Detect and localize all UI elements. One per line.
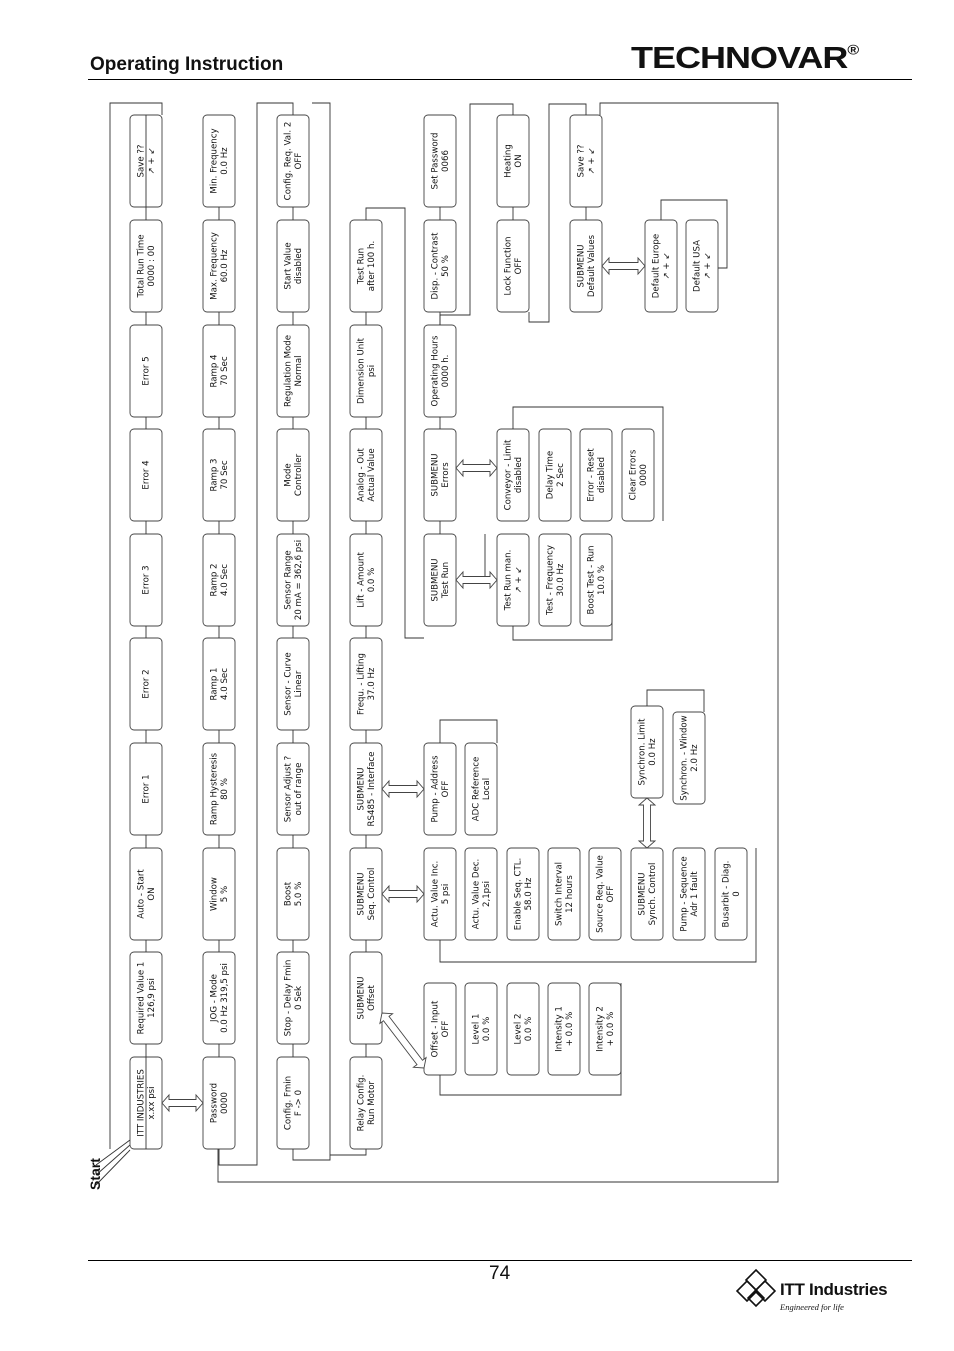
menu-box-text: Pump - Sequence [679,856,690,932]
menu-box-text: Save ?? [576,144,587,178]
menu-box-text: Error 1 [141,774,152,804]
menu-box-text: ↗ + ↙ [702,252,713,280]
seq-submenu-box-4 [548,848,580,940]
menu-box-text: 0.0 Hz 319,5 psi [219,963,230,1033]
menu-box-text: Test Run [356,247,367,285]
menu-box-row3-3 [277,848,309,940]
menu-box-text: Test Run man. [503,549,514,611]
menu-box-row5-5 [424,115,456,207]
menu-box-row2-2 [203,952,235,1044]
menu-box-text: Error 4 [141,460,152,490]
menu-box-text: + 0.0 % [564,1011,575,1047]
seq-submenu-box-2 [465,848,497,940]
seq-submenu-box-5 [589,848,621,940]
menu-box-text: Test Run [440,561,451,599]
menu-box-text: Level 2 [513,1013,524,1045]
menu-box-text: 0.0 % [523,1016,534,1042]
menu-box-text: ↗ + ↙ [513,566,524,594]
menu-box-text: 60.0 Hz [219,249,230,283]
testrun-submenu-box-1 [497,534,529,626]
page-title: Operating Instruction [90,54,284,75]
menu-box-row1-9 [130,220,162,312]
itt-logo-icon [736,1268,776,1308]
menu-box-row5-3 [424,325,456,417]
company-name: ITT Industries [780,1280,888,1299]
menu-box-text: Ramp 2 [209,563,220,597]
menu-box-row2-8 [203,325,235,417]
menu-box-text: 0000 : 00 [146,245,157,287]
menu-box-text: SUBMENU [430,558,441,602]
menu-box-text: Boost [283,881,294,907]
menu-box-text: OFF [440,780,451,798]
arrow-shape [382,886,424,902]
menu-box-text: 2.0 Hz [689,744,700,772]
brand-registered-mark: ® [847,43,859,58]
menu-box-row6-1 [497,220,529,312]
menu-box-row2-6 [203,534,235,626]
menu-box-row4-4 [350,743,382,835]
double-arrow-icon [382,886,424,902]
menu-box-text: SUBMENU [576,244,587,288]
menu-box-text: ITT INDUSTRIES [136,1069,147,1137]
menu-box-text: 2,1psi [481,881,492,907]
menu-box-text: Regulation Mode [283,334,294,408]
menu-box-text: Auto - Start [136,869,147,919]
offset-submenu-box-2 [465,983,497,1075]
company-tagline: Engineered for life [780,1302,844,1312]
menu-box-row4-2 [350,952,382,1044]
menu-box-text: Local [481,777,492,801]
menu-box-text: 5.0 % [293,881,304,907]
menu-box-row4-8 [350,325,382,417]
seq-submenu-box-1 [424,848,456,940]
brand-name: TECHNOVAR [631,40,848,75]
menu-box-text: 0.0 % [366,567,377,593]
menu-box-text: Level 1 [471,1013,482,1045]
menu-box-row1-6 [130,534,162,626]
page-number: 74 [489,1263,511,1284]
menu-box-row2-10 [203,115,235,207]
double-arrow-icon [162,1095,203,1111]
menu-box-text: OFF [293,152,304,170]
menu-box-row2-3 [203,848,235,940]
rs485-frame-line [440,720,497,743]
menu-box-text: Error 2 [141,669,152,699]
errors-submenu-box-4 [622,429,654,521]
menu-box-text: Synch. Control [647,862,658,926]
seq-submenu-box-7 [673,848,705,940]
errors-submenu-box-1 [497,429,529,521]
menu-box-text: Sensor - Curve [283,652,294,716]
menu-box-text: Max. Frequency [209,232,220,300]
menu-box-text: 30.0 Hz [555,563,566,597]
menu-box-row2-1 [203,1057,235,1149]
menu-box-text: ON [513,154,524,168]
menu-box-text: Pump - Address [430,755,441,823]
errors-submenu-box-2 [539,429,571,521]
menu-box-text: Min. Frequency [209,128,220,194]
menu-box-text: Ramp Hysteresis [209,752,220,826]
offset-submenu-box-5 [589,983,621,1075]
menu-box-text: Ramp 1 [209,667,220,701]
double-arrow-icon [380,1013,426,1068]
menu-box-text: Ramp 3 [209,458,220,492]
menu-box-text: Ramp 4 [209,354,220,388]
menu-box-text: Synchron. - Window [679,715,690,801]
menu-box-text: Dimension Unit [356,338,367,404]
menu-box-row3-2 [277,952,309,1044]
menu-box-text: Switch Interval [554,861,565,927]
menu-box-text: 0 Sek [293,986,304,1010]
menu-box-text: ↗ + ↙ [661,252,672,280]
menu-box-text: Lock Function [503,236,514,296]
menu-box-row1-3 [130,848,162,940]
menu-box-text: Errors [440,462,451,488]
arrow-shape [382,781,424,797]
menu-box-text: Default USA [692,240,703,292]
menu-box-text: 126,9 psi [146,978,157,1018]
menu-box-row4-1 [350,1057,382,1149]
synch-submenu-box-1 [631,706,663,798]
synch-submenu-box-2 [673,712,705,804]
rs485-submenu-box-1 [424,743,456,835]
menu-box-text: 0000 h. [440,354,451,388]
menu-box-text: Linear [293,670,304,698]
menu-box-row3-7 [277,429,309,521]
menu-box-text: OFF [513,257,524,275]
offset-submenu-box-1 [424,983,456,1075]
menu-box-text: Busarbit - Diag. [721,860,732,928]
menu-box-text: Intensity 1 [554,1006,565,1052]
menu-box-row2-9 [203,220,235,312]
menu-box-row3-1 [277,1057,309,1149]
menu-box-row3-6 [277,534,309,626]
menu-box-text: Offset - Input [430,1000,441,1058]
menu-box-text: Set Password [430,132,441,190]
menu-box-row4-6 [350,534,382,626]
menu-box-text: Error 3 [141,565,152,595]
seq-submenu-box-3 [507,848,539,940]
menu-box-text: ↗ + ↙ [146,147,157,175]
footer-divider [88,1260,912,1261]
menu-box-text: 80 % [219,778,230,800]
menu-box-text: Delay Time [545,450,556,500]
menu-box-text: Analog - Out [356,448,367,502]
menu-box-text: ↗ + ↙ [586,147,597,175]
menu-box-row4-9 [350,220,382,312]
menu-box-row2-5 [203,638,235,730]
menu-box-text: Run Motor [366,1080,377,1126]
menu-box-text: out of range [293,762,304,816]
menu-box-row3-9 [277,220,309,312]
menu-box-text: 10.0 % [596,564,607,596]
menu-box-text: ON [146,887,157,901]
menu-box-text: Start Value [283,242,294,290]
menu-box-text: 0.0 % [481,1016,492,1042]
menu-box-text: SUBMENU [430,453,441,497]
menu-box-text: Frequ. - Lifting [356,653,367,715]
menu-box-text: Conveyor - Limit [503,439,514,511]
menu-box-text: Config. Fmin [283,1075,294,1131]
menu-box-text: 5 % [219,885,230,903]
menu-box-text: RS485 - Interface [366,751,377,827]
double-arrow-icon [456,460,497,476]
menu-box-text: Window [209,877,220,911]
menu-box-text: 50 % [440,255,451,277]
defaults-submenu-box-1 [645,220,677,312]
menu-box-text: Save ?? [136,144,147,178]
double-arrow-icon [639,798,655,848]
double-arrow-icon [602,258,645,274]
testrun-submenu-box-2 [539,534,571,626]
menu-box-text: Boost Test - Run [586,545,597,615]
menu-box-text: Test - Frequency [545,545,556,615]
menu-box-text: Total Run Time [136,234,147,298]
menu-box-row4-3 [350,848,382,940]
menu-box-text: OFF [440,1020,451,1038]
menu-box-text: 0 [731,891,742,897]
menu-box-row7-2 [570,115,602,207]
menu-box-text: JOG - Mode [209,974,220,1022]
menu-box-text: SUBMENU [356,872,367,916]
double-arrow-icon [456,572,497,588]
menu-box-row5-1 [424,534,456,626]
menu-box-text: 37.0 Hz [366,667,377,701]
menu-box-text: disabled [513,456,524,494]
arrow-shape [639,798,655,848]
start-label: Start [87,1158,103,1190]
loop-line-5 [330,1149,366,1155]
menu-box-text: Disp. - Contrast [430,232,441,300]
seq-submenu-box-6 [631,848,663,940]
menu-box-text: Actu. Value Dec. [471,858,482,930]
menu-box-text: Synchron. Limit [637,718,648,786]
menu-box-text: 0000 [219,1092,230,1114]
menu-box-row3-8 [277,325,309,417]
menu-box-text: Adr 1 fault [689,871,700,917]
menu-box-text: SUBMENU [356,767,367,811]
menu-box-text: 0.0 Hz [219,147,230,175]
menu-box-row4-5 [350,638,382,730]
menu-box-text: Default Values [586,234,597,298]
offset-submenu-box-3 [507,983,539,1075]
menu-box-text: disabled [596,456,607,494]
rs485-submenu-box-2 [465,743,497,835]
testrun-submenu-box-3 [580,534,612,626]
menu-box-text: 58.0 Hz [523,877,534,911]
menu-box-text: Controller [293,453,304,497]
menu-box-text: 0.0 Hz [647,738,658,766]
menu-box-text: 2 Sec [555,463,566,487]
menu-box-text: Normal [293,355,304,387]
menu-box-row6-2 [497,115,529,207]
menu-box-row1-4 [130,743,162,835]
menu-box-text: disabled [293,247,304,285]
menu-box-text: Relay Config. [356,1074,367,1132]
menu-box-row1-5 [130,638,162,730]
seq-submenu-box-8 [715,848,747,940]
menu-box-row1-2 [130,952,162,1044]
menu-box-row3-4 [277,743,309,835]
menu-box-text: Password [209,1082,220,1124]
menu-box-text: Sensor Adjust ? [283,755,294,823]
menu-box-row7-1 [570,220,602,312]
menu-box-text: after 100 h. [366,240,377,292]
menu-box-text: 5 psi [440,883,451,905]
arrow-shape [162,1095,203,1111]
menu-box-text: Enable Seq. CTL. [513,857,524,931]
menu-box-row5-4 [424,220,456,312]
menu-box-row3-10 [277,115,309,207]
menu-box-text: Source Req. Value [595,855,606,933]
menu-box-text: SUBMENU [356,976,367,1020]
menu-box-text: 0066 [440,150,451,172]
menu-box-text: F -> 0 [293,1089,304,1117]
arrow-shape [456,572,497,588]
menu-box-row3-5 [277,638,309,730]
menu-box-text: Heating [503,144,514,178]
menu-box-text: Intensity 2 [595,1006,606,1052]
menu-box-row4-7 [350,429,382,521]
menu-box-text: Actu. Value Inc. [430,860,441,928]
menu-box-row1-7 [130,429,162,521]
menu-box-text: Operating Hours [430,335,441,407]
menu-box-text: Lift - Amount [356,552,367,608]
menu-box-row1-8 [130,325,162,417]
menu-box-text: Mode [283,463,294,487]
menu-box-text: 70 Sec [219,460,230,490]
menu-box-text: SUBMENU [637,872,648,916]
menu-box-text: Default Europe [651,233,662,299]
menu-box-text: Error 5 [141,356,152,386]
menu-box-text: Actual Value [366,448,377,502]
arrow-shape [456,460,497,476]
menu-box-text: x.xx psi [146,1086,157,1120]
menu-box-text: ADC Reference [471,756,482,822]
menu-box-row5-2 [424,429,456,521]
menu-box-text: Seq. Control [366,867,377,921]
menu-box-row2-7 [203,429,235,521]
menu-box-text: Stop - Delay Fmin [283,959,294,1037]
menu-box-text: 12 hours [564,875,575,913]
double-arrow-icon [382,781,424,797]
menu-box-text: Error - Reset [586,448,597,502]
menu-box-text: Sensor Range [283,550,294,610]
errors-submenu-box-3 [580,429,612,521]
menu-box-row2-4 [203,743,235,835]
menu-box-text: OFF [605,885,616,903]
offset-submenu-box-4 [548,983,580,1075]
menu-box-text: 4.0 Sec [219,668,230,700]
menu-box-text: 4.0 Sec [219,564,230,596]
menu-box-text: Config. Req. Val. 2 [283,121,294,201]
menu-box-text: Required Value 1 [136,961,147,1035]
defaults-submenu-box-2 [686,220,718,312]
menu-box-text: 20 mA = 362,6 psi [293,539,304,621]
arrow-shape [380,1013,426,1068]
menu-box-text: Clear Errors [628,449,639,501]
arrow-shape [602,258,645,274]
menu-box-text: + 0.0 % [605,1011,616,1047]
menu-box-text: Offset [366,985,377,1011]
menu-box-text: 0000 [638,464,649,486]
menu-box-text: psi [366,364,377,378]
menu-box-text: 70 Sec [219,356,230,386]
